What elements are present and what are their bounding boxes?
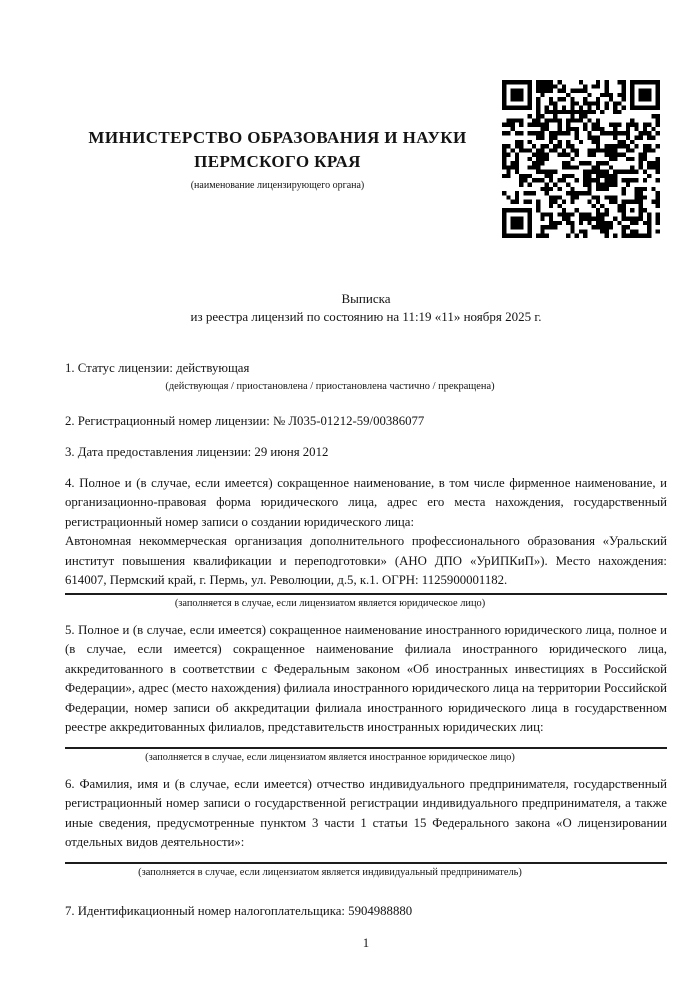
individual-entrepreneur-note: (заполняется в случае, если лицензиатом является индивидуальный предприниматель) — [138, 866, 522, 878]
document-title — [65, 290, 667, 326]
ministry-name-line2: ПЕРМСКОГО КРАЯ — [194, 152, 361, 171]
qr-code-icon — [502, 80, 660, 238]
field-underline — [65, 747, 667, 749]
field-underline — [65, 862, 667, 864]
document-title-line2: из реестра лицензий по состоянию на 11:19 «11» ноября 2025 г. — [190, 309, 542, 324]
foreign-legal-entity-prompt: 5. Полное и (в случае, если имеется) сокращенное наименование иностранного юридического лица, полное и (в случае, если имеется) сокращенное наименование филиала иностранного юридического лица, аккредитованного в соответствии с Федеральным законом «Об иностранных инвестициях в Российской Федерации», адрес (место нахождения) филиала иностранного юридического лица на территории Российской Федерации, номер записи об аккредитации филиала иностранного юридического лица в государственном реестре аккредитованных филиалов, представительств иностранных юридических лиц: — [65, 622, 667, 734]
licensee-legal-entity-item — [65, 474, 667, 611]
foreign-legal-entity-note: (заполняется в случае, если лицензиатом является иностранное юридическое лицо) — [145, 751, 515, 763]
individual-entrepreneur-item — [65, 775, 667, 880]
license-status-item — [65, 359, 667, 394]
taxpayer-id-text: 7. Идентификационный номер налогоплательщика: 5904988880 — [65, 903, 413, 918]
license-issue-date-item — [65, 443, 667, 463]
license-reg-number-text: 2. Регистрационный номер лицензии: № Л035-01212-59/00386077 — [65, 413, 425, 428]
individual-entrepreneur-prompt: 6. Фамилия, имя и (в случае, если имеется) отчество индивидуального предпринимателя, государственный регистрационный номер записи о государственной регистрации индивидуального предпринимателя, а также иные сведения, предусмотренные пунктом 3 части 1 статьи 15 Федерального закона «О лицензировании отдельных видов деятельности»: — [65, 776, 667, 849]
page-number: 1 — [362, 936, 370, 950]
license-issue-date-text: 3. Дата предоставления лицензии: 29 июня 2012 — [65, 445, 329, 459]
ministry-name-line1: МИНИСТЕРСТВО ОБРАЗОВАНИЯ И НАУКИ — [88, 128, 467, 147]
foreign-legal-entity-item — [65, 621, 667, 765]
licensing-authority-caption: (наименование лицензирующего органа) — [190, 180, 365, 191]
document-body — [0, 290, 700, 952]
license-reg-number-item — [65, 412, 667, 432]
licensing-authority-block — [65, 126, 502, 192]
licensee-legal-entity-prompt: 4. Полное и (в случае, если имеется) сокращенное наименование, в том числе фирменное наименование, и организационно-правовая форма юридического лица, адрес его места нахождения, государственный регистрационный номер записи о создании юридического лица: — [65, 475, 667, 529]
document-title-line1: Выписка — [341, 291, 391, 306]
document-header — [0, 0, 700, 238]
licensee-legal-entity-value: Автономная некоммерческая организация дополнительного профессионального образования «Уральский институт повышения квалификации и переподготовки» (АНО ДПО «УрИПКиП»). Место нахождения: 614007, Пермский край, г. Пермь, ул. Революции, д.5, к.1. ОГРН: 1125900001182. — [65, 534, 667, 587]
field-underline — [65, 593, 667, 595]
license-status-text: 1. Статус лицензии: действующая — [65, 361, 250, 375]
license-status-note: (действующая / приостановлена / приостановлена частично / прекращена) — [165, 380, 495, 392]
legal-entity-note: (заполняется в случае, если лицензиатом является юридическое лицо) — [174, 597, 486, 609]
taxpayer-id-item — [65, 902, 667, 922]
